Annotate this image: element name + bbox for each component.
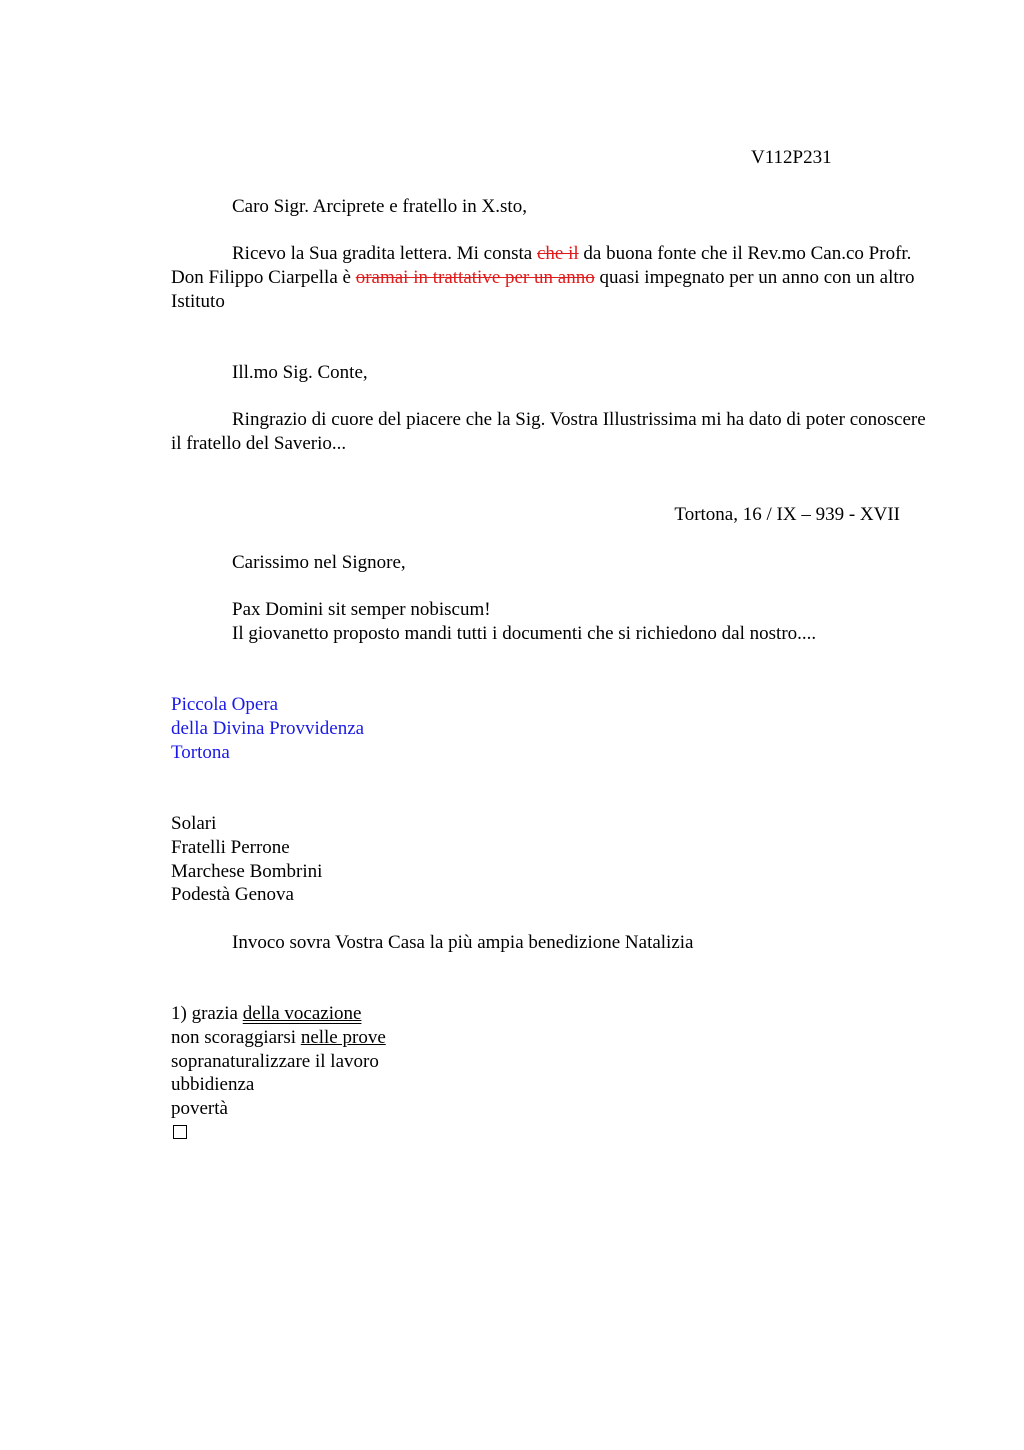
deleted-text: oramai in trattative per un anno [355, 267, 595, 288]
note-line: sopranaturalizzare il lavoro [171, 1051, 379, 1072]
salutation-conte: Ill.mo Sig. Conte, [232, 362, 368, 383]
name-item: Podestà Genova [171, 884, 294, 905]
name-item: Fratelli Perrone [171, 837, 290, 858]
blessing-line: Invoco sovra Vostra Casa la più ampia benedizione Natalizia [232, 932, 694, 953]
letterhead-line: Tortona [171, 742, 230, 763]
paragraph-ringrazio: Ringrazio di cuore del piacere che la Sig. Vostra Illustrissima mi ha dato di poter conoscere il fratello del Saverio... [171, 409, 926, 454]
giovanetto-line: Il giovanetto proposto mandi tutti i documenti che si richiedono dal nostro.... [232, 623, 817, 644]
deleted-text: che il [536, 243, 579, 264]
name-item: Marchese Bombrini [171, 861, 323, 882]
underlined-text: della vocazione [242, 1003, 362, 1024]
note-text: non scoraggiarsi [171, 1027, 301, 1048]
square-icon [173, 1125, 187, 1139]
salutation-carissimo: Carissimo nel Signore, [232, 552, 406, 573]
letterhead-line: Piccola Opera [171, 694, 279, 715]
note-line: povertà [171, 1098, 228, 1119]
pax-line: Pax Domini sit semper nobiscum! [232, 599, 491, 620]
note-line [171, 1002, 361, 1026]
document-id: V112P231 [751, 147, 832, 168]
name-item: Solari [171, 813, 217, 834]
note-line: ubbidienza [171, 1074, 255, 1095]
note-text: 1) grazia [171, 1003, 243, 1024]
salutation-arciprete: Caro Sigr. Arciprete e fratello in X.sto, [232, 196, 527, 217]
note-line [171, 1026, 386, 1050]
empty-box-glyph [171, 1121, 187, 1146]
paragraph-ricevo [171, 242, 927, 314]
paragraph-text: Ricevo la Sua gradita lettera. Mi consta [232, 243, 537, 264]
paragraph-text: da buona fonte che il Rev.mo Can.co Profr. Don Filippo Ciarpella è [171, 243, 912, 288]
dateline: Tortona, 16 / IX – 939 - XVII [674, 504, 900, 525]
underlined-text: nelle prove [300, 1027, 386, 1048]
paragraph-text: quasi impegnato per un anno con un altro Istituto [171, 267, 915, 312]
letterhead-line: della Divina Provvidenza [171, 718, 365, 739]
